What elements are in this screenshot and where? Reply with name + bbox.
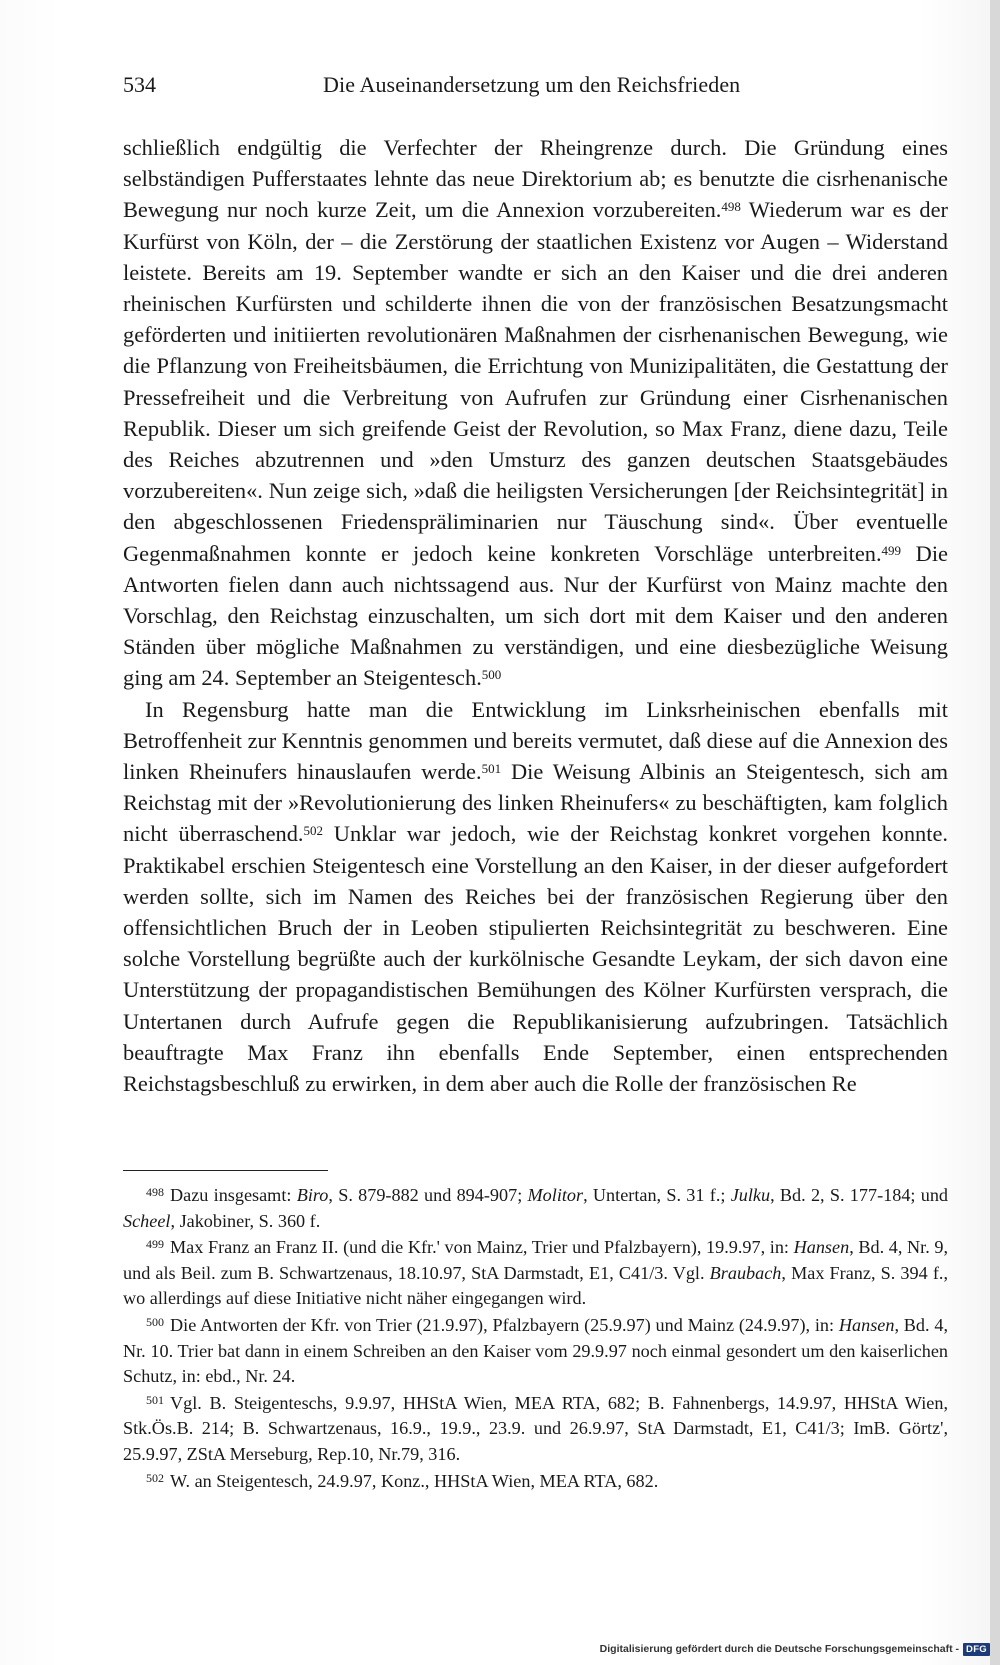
footnote-text: W. an Steigentesch, 24.9.97, Konz., HHStA Wien, MEA RTA, 682. bbox=[170, 1470, 659, 1491]
footnote-author: Julku bbox=[730, 1185, 771, 1205]
dfg-banner-text: Digitalisierung gefördert durch die Deutsche Forschungsgemeinschaft - bbox=[599, 1643, 960, 1655]
running-title: Die Auseinandersetzung um den Reichsfrieden bbox=[323, 72, 741, 97]
dfg-banner bbox=[600, 1638, 990, 1660]
footnote-author: Molitor bbox=[527, 1185, 584, 1205]
footnote-author: Scheel bbox=[123, 1210, 171, 1231]
page-header bbox=[123, 72, 948, 106]
footnote-number: 499 bbox=[146, 1237, 164, 1252]
paragraph-1-part-2: Wiederum war es der Kurfürst von Köln, der – die Zerstörung der staatlichen Existenz vor Augen – Widerstand leistete. Bereits am 19. September wandte er sich an den Kaiser und die drei anderen rheinischen Kurfürsten und schilderte ihnen die von der französischen Besatzungsmacht geförderten und initiierten revolutionären Maßnahmen der cisrhenanischen Bewegung, wie die Pflanzung von Freiheitsbäumen, die Errichtung von Munizipalitäten, die Gestattung der Pressefreiheit und die Verbreitung von Aufrufen zur Gründung einer Cisrhenanischen Republik. Dieser um sich greifende Geist der Revolution, so Max Franz, diene dazu, Teile des Reiches abzutrennen und »den Umsturz des ganzen deutschen Staatsgebäudes vorzubereiten«. Nun zeige sich, »daß die heiligsten Versicherungen [der Reichsintegrität] in den abgeschlossenen Friedenspräliminarien nur Täuschung sind«. Über eventuelle Gegenmaßnahmen konnte er jedoch keine konkreten Vorschläge unterbreiten. bbox=[123, 197, 948, 566]
footnote-author: Biro bbox=[296, 1185, 329, 1205]
footnote-text: , S. 879-882 und 894-907; bbox=[328, 1185, 528, 1205]
footnote-501 bbox=[123, 1391, 948, 1468]
footnote-text: Vgl. B. Steigenteschs, 9.9.97, HHStA Wien, MEA RTA, 682; B. Fahnenbergs, 14.9.97, HHStA Wien, Stk.Ös.B. 214; B. Schwartzenaus, 16.9., 19.9., 23.9. und 26.9.97, StA Darmstadt, E1, C41/3; ImB. Görtz', 25.9.97, ZStA Merseburg, Rep.10, Nr.79, 316. bbox=[123, 1392, 948, 1464]
paragraph-2-part-3: Unklar war jedoch, wie der Reichstag konkret vorgehen konnte. Praktikabel erschien Steigentesch eine Vorstellung an den Kaiser, in der dieser aufgefordert werden sollte, sich im Namen des Reiches bei der französischen Regierung über den offensichtlichen Bruch der in Leoben stipulierten Reichsintegrität zu beschweren. Eine solche Vorstellung begrüßte auch der kurkölnische Gesandte Leykam, der sich davon eine Unterstützung der propagandistischen Bemühungen des Kölner Kurfürsten versprach, die Untertanen durch Aufrufe gegen die Republikanisierung aufzubringen. Tatsächlich beauftragte Max Franz ihn ebenfalls Ende September, einen entsprechenden Reichstagsbeschluß zu erwirken, in dem aber auch die Rolle der französischen Re bbox=[123, 821, 948, 1097]
footnote-ref-502[interactable]: 502 bbox=[303, 823, 323, 839]
footnote-number: 502 bbox=[146, 1470, 164, 1485]
page-number: 534 bbox=[123, 72, 156, 97]
footnote-ref-501[interactable]: 501 bbox=[481, 761, 502, 777]
footnotes bbox=[123, 1183, 948, 1495]
footnote-ref-500[interactable]: 500 bbox=[481, 667, 502, 683]
body-text bbox=[123, 132, 948, 1099]
paragraph-2-part-2: Die Weisung Albinis an Steigentesch, sich am Reichstag mit der »Revolutionierung des linken Rheinufers« zu beschäftigten, kam folglich nicht überraschend. bbox=[123, 759, 948, 847]
paragraph-1-part-1: schließlich endgültig die Verfechter der Rheingrenze durch. Die Gründung eines selbständigen Pufferstaates lehnte das neue Direktorium ab; es benutzte die cisrhenanische Bewegung nur noch kurze Zeit, um die Annexion vorzubereiten. bbox=[123, 135, 948, 223]
footnote-text: , Bd. 4, Nr. 10. Trier bat dann in einem Schreiben an den Kaiser vom 29.9.97 noch einmal gesondert um den kaiserlichen Schutz, in: ebd., Nr. 24. bbox=[123, 1314, 948, 1387]
paragraph-2-part-1: In Regensburg hatte man die Entwicklung im Linksrheinischen ebenfalls mit Betroffenheit zur Kenntnis genommen und bereits vermutet, daß diese auf die Annexion des linken Rheinufers hinauslaufen werde. bbox=[123, 696, 948, 785]
scan-edge bbox=[990, 0, 1000, 1665]
footnote-498 bbox=[123, 1183, 948, 1234]
footnote-separator bbox=[123, 1170, 328, 1171]
paragraph-1-part-3: Die Antworten fielen dann auch nichtssagend aus. Nur der Kurfürst von Mainz machte den Vorschlag, den Reichstag einzuschalten, um sich dort mit dem Kaiser und den anderen Ständen über mögliche Maßnahmen zu verständigen, und eine diesbezügliche Weisung ging am 24. September an Steigentesch. bbox=[123, 540, 948, 691]
footnote-text: , Max Franz, S. 394 f., wo allerdings auf diese Initiative nicht näher eingegangen wird. bbox=[123, 1262, 949, 1309]
footnote-text: Die Antworten der Kfr. von Trier (21.9.97), Pfalzbayern (25.9.97) und Mainz (24.9.97), in: bbox=[170, 1314, 839, 1335]
footnote-text: , Bd. 4, Nr. 9, und als Beil. zum B. Schwartzenaus, 18.10.97, StA Darmstadt, E1, C41/3. Vgl. bbox=[123, 1237, 948, 1283]
footnote-500 bbox=[123, 1313, 948, 1390]
paragraph-1 bbox=[123, 132, 948, 694]
footnote-ref-498[interactable]: 498 bbox=[721, 199, 741, 215]
footnote-502 bbox=[123, 1469, 948, 1495]
footnote-author: Hansen bbox=[838, 1314, 895, 1335]
footnote-author: Hansen bbox=[793, 1237, 850, 1258]
paragraph-2 bbox=[123, 694, 948, 1100]
footnote-text: Dazu insgesamt: bbox=[170, 1185, 297, 1205]
footnote-text: , Bd. 2, S. 177-184; und bbox=[770, 1185, 949, 1205]
footnote-number: 500 bbox=[146, 1314, 164, 1329]
footnote-number: 498 bbox=[146, 1185, 164, 1199]
footnote-author: Braubach bbox=[709, 1262, 782, 1283]
footnote-number: 501 bbox=[146, 1392, 164, 1407]
footnote-text: , Jakobiner, S. 360 f. bbox=[170, 1210, 321, 1231]
footnote-ref-499[interactable]: 499 bbox=[881, 542, 902, 558]
dfg-logo: DFG bbox=[963, 1643, 990, 1656]
footnote-text: , Untertan, S. 31 f.; bbox=[583, 1185, 731, 1205]
footnote-text: Max Franz an Franz II. (und die Kfr.' von Mainz, Trier und Pfalzbayern), 19.9.97, in: bbox=[170, 1237, 794, 1258]
footnote-499 bbox=[123, 1235, 948, 1312]
